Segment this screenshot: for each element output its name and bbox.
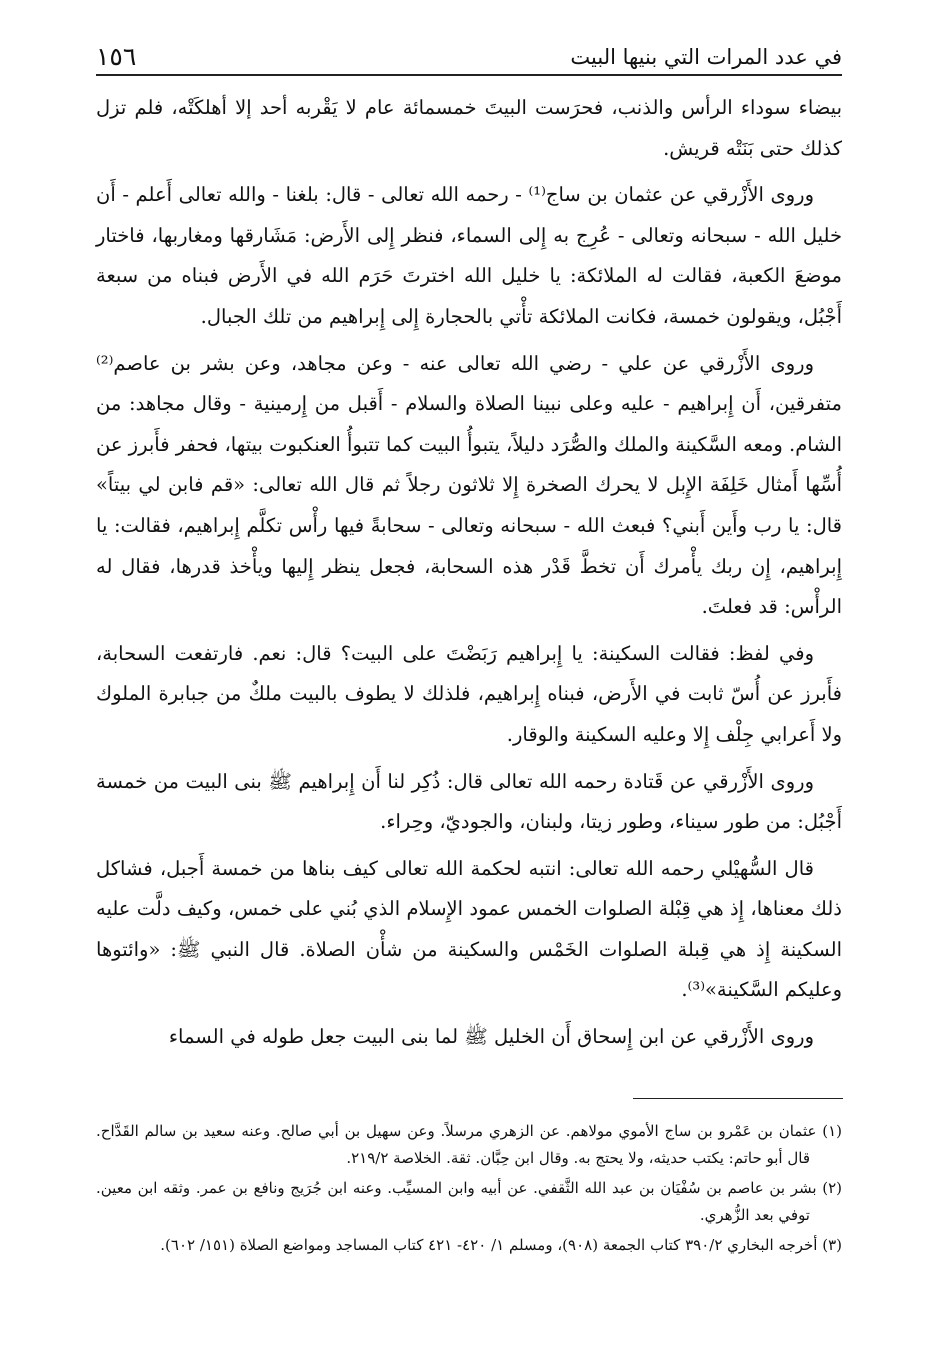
page-header	[96, 28, 842, 72]
paragraph: وروى الأَزْرقي عن ابن إِسحاق أَن الخليل ﷺ لما بنى البيت جعل طوله في السماء	[168, 1025, 814, 1049]
footnote: (٣) أخرجه البخاري ٣٩٠/٢ كتاب الجمعة (٩٠٨)، ومسلم ١/ ٤٢٠- ٤٢١ كتاب المساجد ومواضع الصلاة (١٥١/ ٦٠٢).	[160, 1236, 842, 1254]
paragraph: قال السُّهيْلي رحمه الله تعالى: انتبه لحكمة الله تعالى كيف بناها من خمسة أَجبل، فشاكل ذلك معناها، إِذ هي قِبْلة الصلوات الخمس عمود الإِسلام الذي بُني على خمس، وكيف دلَّت عليه السكينة إِذ هي قِبلة الصلوات الخَمْس والسكينة من شأْن الصلاة. قال النبي ﷺ: «وائتوها وعليكم السَّكينة»⁽³⁾.	[96, 856, 842, 1002]
paragraph: بيضاء سوداء الرأس والذنب، فحرَست البيتَ خمسمائة عام لا يَقْربه أحد إلا أهلكَتْه، فلم تزل كذلك حتى بَنَتْه قريش.	[96, 96, 842, 160]
footnote: (٢) بشر بن عاصم بن سُفْيَان بن عبد الله الثَّقفي. عن أبيه وابن المسيِّب. وعنه ابن جُرَيج ونافع بن عمر. وثقه ابن معين. توفي بعد الزُّهري.	[96, 1179, 842, 1224]
footnote-divider	[633, 1098, 843, 1099]
running-title: في عدد المرات التي بنيها البيت	[570, 45, 842, 69]
paragraph: وفي لفظ: فقالت السكينة: يا إِبراهيم رَبَضْتَ على البيت؟ قال: نعم. فارتفعت السحابة، فأَبرز عن أُسّ ثابت في الأَرض، فبناه إِبراهيم، فلذلك لا يطوف بالبيت ملكٌ من جبابرة الملوك ولا أَعرابي جِلْف إِلا وعليه السكينة والوقار.	[96, 641, 842, 746]
header-divider	[96, 74, 842, 76]
page-number: ١٥٦	[96, 42, 137, 71]
paragraph: وروى الأَزْرقي عن قَتادة رحمه الله تعالى قال: ذُكِر لنا أَن إِبراهيم ﷺ بنى البيت من خمسة أَجْبُل: من طور سيناء، وطور زيتا، ولبنان، والجوديّ، وحِراء.	[96, 769, 842, 834]
paragraph: وروى الأَزْرقي عن عثمان بن ساج⁽¹⁾ - رحمه الله تعالى - قال: بلغنا - والله تعالى أَعلم - أَن خليل الله - سبحانه وتعالى - عُرِج به إِلى السماء، فنظر إِلى الأَرض: مَشَارقها ومغاربها، فاختار موضعَ الكعبة، فقالت له الملائكة: يا خليل الله اخترتَ حَرَم الله في الأَرض فبناه من سبعة أَجْبُل، ويقولون خمسة، فكانت الملائكة تأْتي بالحجارة إِلى إِبراهيم من تلك الجبال.	[96, 183, 842, 328]
footnote: (١) عثمان بن عَمْرو بن ساج الأموي مولاهم. عن الزهري مرسلاً. وعن سهيل بن أبي صالح. وعنه سعيد بن سالم القَدَّاح. قال أبو حاتم: يكتب حديثه، ولا يحتج به. وقال ابن حِبَّان. ثقة. الخلاصة ٢١٩/٢.	[96, 1122, 842, 1167]
footnotes	[96, 1118, 842, 1263]
main-text	[96, 88, 842, 1064]
paragraph: وروى الأَزْرقي عن علي - رضي الله تعالى عنه - وعن مجاهد، وعن بشر بن عاصم⁽²⁾ متفرقين، أَن إِبراهيم - عليه وعلى نبينا الصلاة والسلام - أَقبل من إِرمينية - وقال مجاهد: من الشام. ومعه السَّكينة والملك والصُّرَد دليلاً، يتبوأُ البيت كما تتبوأُ العنكبوت بيتها، فحفر فأَبرز عن أُسِّها أَمثال خَلِفَة الإِبل لا يحرك الصخرة إِلا ثلاثون رجلاً ثم قال الله تعالى: «قم فابن لي بيتاً» قال: يا رب وأَين أَبني؟ فبعث الله - سبحانه وتعالى - سحابةً فيها رأْس تكلَّم إِبراهيم، فقالت: يا إِبراهيم، إِن ربك يأْمرك أَن تخطَّ قَدْر هذه السحابة، فجعل ينظر إِليها ويأْخذ قدرها، فقال له الرأْس: قد فعلتَ.	[96, 351, 842, 619]
